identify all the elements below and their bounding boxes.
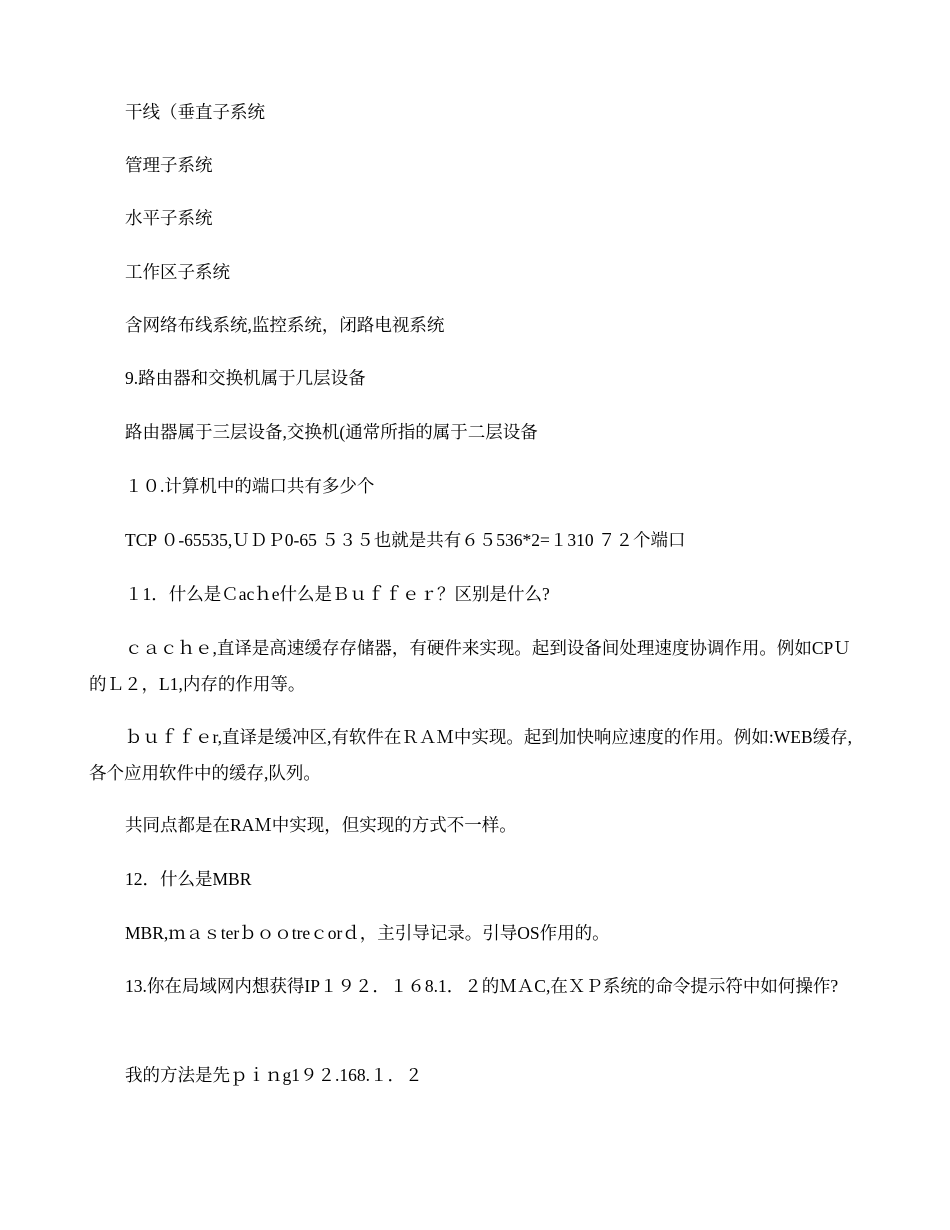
question-12: 12．什么是MBR <box>125 869 252 889</box>
paragraph-management-subsystem: 管理子系统 <box>125 155 213 175</box>
question-13: 13.你在局域网内想获得IP１９２．１６8.1．２的ＭＡC,在ＸＰ系统的命令提示符中如何操作? <box>125 976 839 996</box>
paragraph-cabling-systems: 含网络布线系统,监控系统，闭路电视系统 <box>125 315 445 335</box>
answer-12: MBR,ｍａｓterｂｏｏtreｃorｄ，主引导记录。引导OS作用的。 <box>125 923 610 943</box>
answer-9: 路由器属于三层设备,交换机(通常所指的属于二层设备 <box>125 422 538 442</box>
paragraph-work-area-subsystem: 工作区子系统 <box>125 262 230 282</box>
question-9: 9.路由器和交换机属于几层设备 <box>125 368 366 388</box>
paragraph-trunk-subsystem: 干线（垂直子系统 <box>125 102 265 122</box>
answer-11-buffer: ｂｕｆｆｅr,直译是缓冲区,有软件在ＲＡＭ中实现。起到加快响应速度的作用。例如:WEB缓存,各个应用软件中的缓存,队列。 <box>89 727 852 783</box>
question-10: １０.计算机中的端口共有多少个 <box>125 476 375 496</box>
answer-11-common: 共同点都是在RAＭ中实现，但实现的方式不一样。 <box>125 815 517 835</box>
answer-10: TCP ０-65535,ＵＤＰ0-65 ５３５也就是共有６５536*2=１310 ７２个端口 <box>125 530 686 550</box>
answer-13: 我的方法是先ｐｉｎg1９２.168.１．２ <box>125 1065 423 1085</box>
question-11: １1．什么是Ｃacｈe什么是Ｂｕｆｆｅｒ？区别是什么? <box>125 584 550 604</box>
paragraph-horizontal-subsystem: 水平子系统 <box>125 208 213 228</box>
answer-11-cache: ｃａｃｈｅ,直译是高速缓存存储器，有硬件来实现。起到设备间处理速度协调作用。例如CPＵ的Ｌ２，L1,内存的作用等。 <box>89 638 851 694</box>
